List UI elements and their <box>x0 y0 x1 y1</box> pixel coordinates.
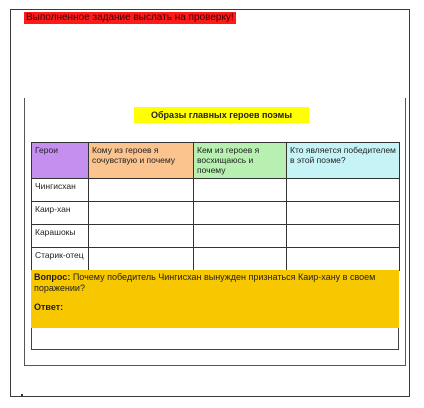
page-mark <box>21 394 23 396</box>
answer-cell[interactable] <box>194 248 287 271</box>
question-line <box>34 272 396 294</box>
answer-cell[interactable] <box>89 248 194 271</box>
answer-cell[interactable] <box>287 225 400 248</box>
table-row <box>32 179 400 202</box>
table-row <box>32 225 400 248</box>
header-winner: Кто является победителем в этой поэме? <box>287 143 400 179</box>
hero-name-cell: Старик-отец <box>32 248 89 271</box>
header-sympathy: Кому из героев я сочувствую и почему <box>89 143 194 179</box>
answer-cell[interactable] <box>194 179 287 202</box>
answer-cell[interactable] <box>287 202 400 225</box>
hero-name-cell: Каир-хан <box>32 202 89 225</box>
hero-name-cell: Чингисхан <box>32 179 89 202</box>
answer-cell[interactable] <box>287 179 400 202</box>
header-heroes: Герои <box>32 143 89 179</box>
hero-name-cell: Карашокы <box>32 225 89 248</box>
question-label: Вопрос: <box>34 272 71 282</box>
table-header-row <box>32 143 400 179</box>
answer-cell[interactable] <box>89 225 194 248</box>
answer-cell[interactable] <box>89 202 194 225</box>
question-text: Почему победитель Чингисхан вынужден признаться Каир-хану в своем поражении? <box>34 272 376 293</box>
answer-cell[interactable] <box>89 179 194 202</box>
worksheet-title: Образы главных героев поэмы <box>134 107 309 123</box>
heroes-table <box>31 142 400 271</box>
answer-cell[interactable] <box>194 202 287 225</box>
answer-label: Ответ: <box>34 302 64 312</box>
submission-notice: Выполненное задание выслать на проверку! <box>26 12 234 23</box>
answer-space[interactable] <box>31 328 399 350</box>
table-row <box>32 202 400 225</box>
header-admire: Кем из героев я восхищаюсь и почему <box>194 143 287 179</box>
question-block <box>31 270 399 328</box>
table-row <box>32 248 400 271</box>
answer-cell[interactable] <box>287 248 400 271</box>
answer-cell[interactable] <box>194 225 287 248</box>
